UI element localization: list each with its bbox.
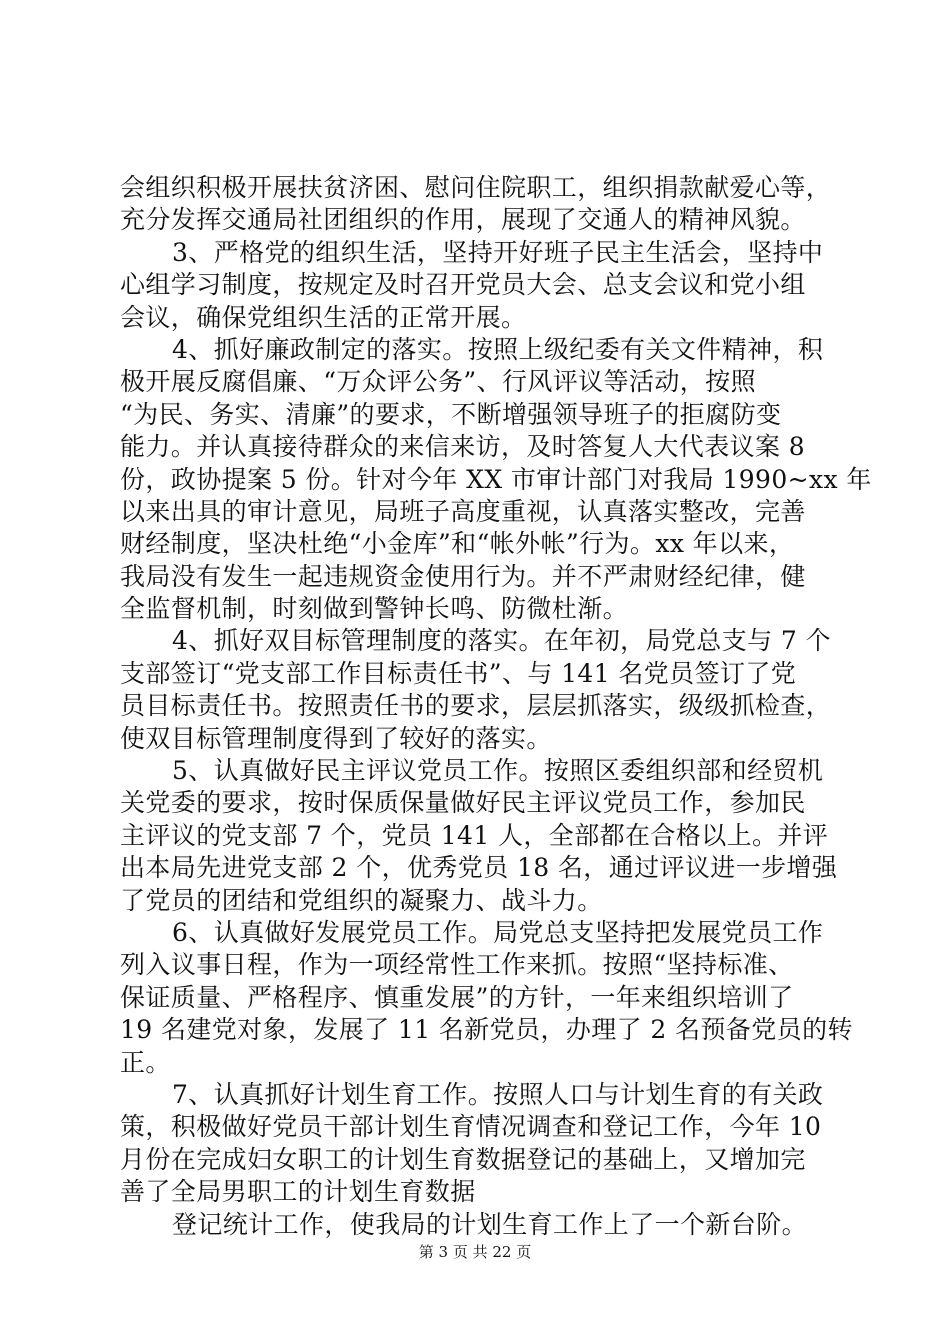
text-line: 4、抓好双目标管理制度的落实。在年初，局党总支与 7 个 [172,626,831,656]
text-line: 出本局先进党支部 2 个，优秀党员 18 名，通过评议进一步增强 [120,853,838,883]
text-line: 员目标责任书。按照责任书的要求，层层抓落实，级级抓检查， [120,691,832,721]
text-line: 心组学习制度，按规定及时召开党员大会、总支会议和党小组 [120,270,806,300]
text-line: 我局没有发生一起违规资金使用行为。并不严肃财经纪律，健 [120,561,806,591]
document-body [120,172,872,1241]
text-line: 4、抓好廉政制定的落实。按照上级纪委有关文件精神，积 [172,334,824,364]
text-line: 使双目标管理制度得到了较好的落实。 [120,723,552,753]
text-line: 6、认真做好发展党员工作。局党总支坚持把发展党员工作 [172,917,824,947]
text-line: 充分发挥交通局社团组织的作用，展现了交通人的精神风貌。 [120,205,806,235]
text-line: 保证质量、严格程序、慎重发展”的方针，一年来组织培训了 [120,982,794,1012]
text-line: 会议，确保党组织生活的正常开展。 [120,302,527,332]
text-line: 支部签订“党支部工作目标责任书”、与 141 名党员签订了党 [120,658,797,688]
text-line: 善了全局男职工的计划生育数据 [120,1177,476,1207]
text-line: 正。 [120,1047,171,1077]
text-line: 份，政协提案 5 份。针对今年 XX 市审计部门对我局 1990~xx 年 [120,464,872,494]
text-line: 关党委的要求，按时保质保量做好民主评议党员工作，参加民 [120,788,806,818]
text-line: 极开展反腐倡廉、“万众评公务”、行风评议等活动，按照 [120,367,756,397]
text-line: 登记统计工作，使我局的计划生育工作上了一个新台阶。 [172,1209,808,1239]
text-line: 策，积极做好党员干部计划生育情况调查和登记工作，今年 10 [120,1112,822,1142]
text-line: 以来出具的审计意见，局班子高度重视，认真落实整改，完善 [120,496,806,526]
text-line: 会组织积极开展扶贫济困、慰问住院职工，组织捐款献爱心等， [120,173,832,202]
text-line: 5、认真做好民主评议党员工作。按照区委组织部和经贸机 [172,756,824,786]
text-line: 能力。并认真接待群众的来信来访，及时答复人大代表议案 8 [120,432,806,462]
page-footer: 第 3 页 共 22 页 [418,1243,532,1261]
text-line: 主评议的党支部 7 个，党员 141 人，全部都在合格以上。并评 [120,820,829,850]
text-line: “为民、务实、清廉”的要求，不断增强领导班子的拒腐防变 [120,399,782,429]
text-line: 月份在完成妇女职工的计划生育数据登记的基础上，又增加完 [120,1144,806,1174]
text-line: 7、认真抓好计划生育工作。按照人口与计划生育的有关政 [172,1079,824,1109]
text-line: 全监督机制，时刻做到警钟长鸣、防微杜渐。 [120,594,629,624]
text-line: 列入议事日程，作为一项经常性工作来抓。按照“坚持标准、 [120,950,794,980]
text-line: 了党员的团结和党组织的凝聚力、战斗力。 [120,885,603,915]
text-line: 财经制度，坚决杜绝“小金库”和“帐外帐”行为。xx 年以来， [120,529,795,559]
text-line: 19 名建党对象，发展了 11 名新党员，办理了 2 名预备党员的转 [120,1015,853,1045]
text-line: 3、严格党的组织生活，坚持开好班子民主生活会，坚持中 [172,237,824,267]
